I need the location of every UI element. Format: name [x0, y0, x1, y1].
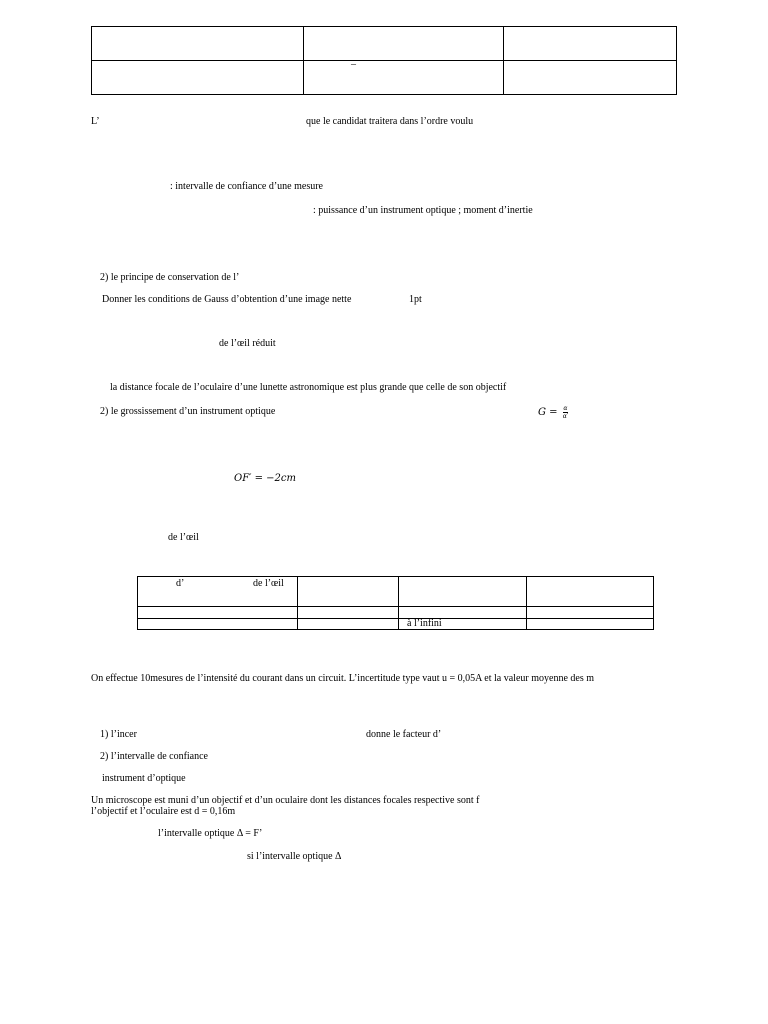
eye-table-cell	[138, 619, 298, 630]
question-line: la distance focale de l’oculaire d’une lunette astronomique est plus grande que celle de son objectif	[110, 382, 507, 393]
header-cell	[92, 61, 304, 95]
intro-text: que le candidat traitera dans l’ordre voulu	[306, 116, 474, 127]
exercise-statement: On effectue 10mesures de l’intensité du courant dans un circuit. L’incertitude type vaut u = 0,05A et la valeur moyenne des m	[91, 673, 594, 684]
intro-label: L’	[91, 116, 100, 127]
exercise-statement: l’objectif et l’oculaire est d = 0,16m	[91, 806, 236, 817]
eye-table-cell	[298, 607, 399, 619]
eye-table-cell	[298, 619, 399, 630]
header-table	[91, 26, 677, 95]
section-title: instrument d’optique	[102, 773, 186, 784]
question-line: 2) le grossissement d’un instrument optique	[100, 406, 276, 417]
question-line: de l’œil réduit	[219, 338, 276, 349]
eye-table-cell	[527, 577, 654, 607]
header-cell	[92, 27, 304, 61]
question-line: de l’œil	[168, 532, 199, 543]
eye-table-header-a: d’	[176, 578, 185, 589]
eye-table-cell	[399, 607, 527, 619]
eye-table-cell	[138, 607, 298, 619]
definition-line-2: : puissance d’un instrument optique ; moment d’inertie	[313, 205, 533, 216]
points-label: 1pt	[409, 294, 422, 305]
question-line: 1) l’incer	[100, 729, 137, 740]
eye-table	[137, 576, 654, 630]
question-line: 2) le principe de conservation de l’	[100, 272, 240, 283]
formula-denominator: α′	[562, 413, 569, 420]
formula-lhs: G =	[538, 407, 558, 418]
eye-table-cell	[399, 619, 527, 630]
eye-table-cell	[527, 607, 654, 619]
eye-table-cell	[138, 577, 298, 607]
header-cell	[304, 61, 504, 95]
eye-table-cell	[527, 619, 654, 630]
question-line: 2) l’intervalle de confiance	[100, 751, 208, 762]
header-cell	[504, 61, 677, 95]
eye-table-cell	[298, 577, 399, 607]
question-line: Donner les conditions de Gauss d’obtention d’une image nette	[102, 294, 352, 305]
question-line: donne le facteur d’	[366, 729, 442, 740]
header-cell	[504, 27, 677, 61]
eye-table-header-b: de l’œil	[253, 578, 284, 589]
exercise-statement: Un microscope est muni d’un objectif et d’un oculaire dont les distances focales respective sont f	[91, 795, 480, 806]
magnification-formula	[538, 405, 568, 420]
eye-table-cell	[399, 577, 527, 607]
dash-mark: –	[351, 59, 356, 70]
question-line: si l’intervalle optique Δ	[247, 851, 342, 862]
question-line: l’intervalle optique Δ = F’	[158, 828, 263, 839]
eye-table-infinity-label: à l’infini	[407, 618, 442, 629]
definition-line-1: : intervalle de confiance d’une mesure	[170, 181, 323, 192]
header-cell	[304, 27, 504, 61]
focal-formula: OF′ = −2cm	[234, 473, 296, 484]
formula-numerator: α	[563, 405, 568, 412]
